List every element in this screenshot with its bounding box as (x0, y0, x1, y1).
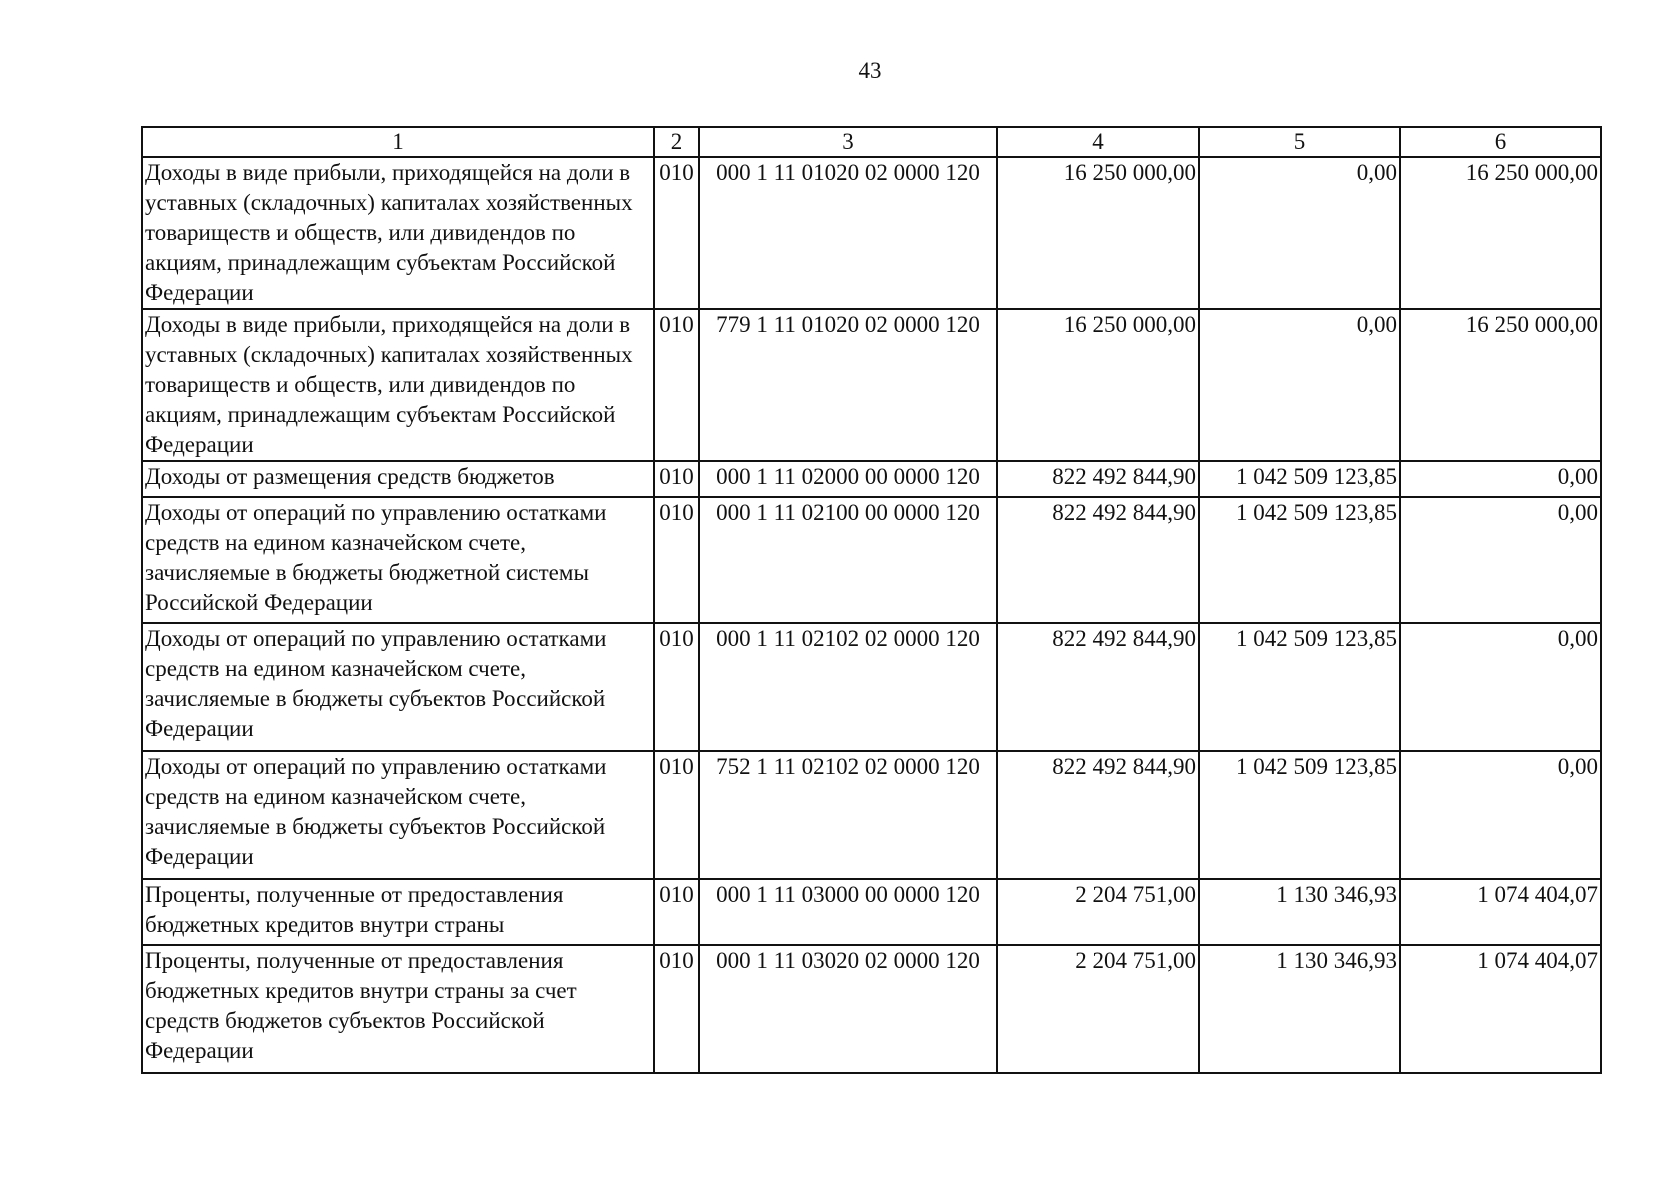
column-header-5: 5 (1199, 127, 1400, 157)
amount-col5-cell: 1 042 509 123,85 (1199, 461, 1400, 497)
amount-col5-cell: 1 042 509 123,85 (1199, 751, 1400, 879)
table-row (142, 309, 1601, 461)
amount-col6-cell: 0,00 (1400, 751, 1601, 879)
revenue-name-cell: Доходы от операций по управлению остатками средств на едином казначейском счете, зачисляемые в бюджеты субъектов Российской Федерации (142, 751, 654, 879)
budget-classification-code-cell: 000 1 11 02100 00 0000 120 (699, 497, 997, 623)
revenue-name-cell: Проценты, полученные от предоставления бюджетных кредитов внутри страны за счет средств бюджетов субъектов Российской Федерации (142, 945, 654, 1073)
amount-col4-cell: 2 204 751,00 (997, 879, 1199, 945)
revenue-name-cell: Доходы в виде прибыли, приходящейся на доли в уставных (складочных) капиталах хозяйственных товариществ и обществ, или дивидендов по акциям, принадлежащим субъектам Российской Федерации (142, 157, 654, 309)
budget-classification-code-cell: 000 1 11 02102 02 0000 120 (699, 623, 997, 751)
table-row (142, 157, 1601, 309)
amount-col4-cell: 822 492 844,90 (997, 461, 1199, 497)
amount-col5-cell: 0,00 (1199, 157, 1400, 309)
budget-classification-code-cell: 000 1 11 01020 02 0000 120 (699, 157, 997, 309)
revenue-name-cell: Доходы от размещения средств бюджетов (142, 461, 654, 497)
table-row (142, 497, 1601, 623)
column-header-6: 6 (1400, 127, 1601, 157)
column-number-header-row (142, 127, 1601, 157)
amount-col6-cell: 1 074 404,07 (1400, 945, 1601, 1073)
amount-col4-cell: 822 492 844,90 (997, 751, 1199, 879)
line-code-cell: 010 (654, 945, 699, 1073)
column-header-1: 1 (142, 127, 654, 157)
amount-col4-cell: 822 492 844,90 (997, 497, 1199, 623)
line-code-cell: 010 (654, 497, 699, 623)
line-code-cell: 010 (654, 309, 699, 461)
amount-col6-cell: 1 074 404,07 (1400, 879, 1601, 945)
budget-classification-code-cell: 000 1 11 03020 02 0000 120 (699, 945, 997, 1073)
page-number: 43 (858, 58, 882, 83)
line-code-cell: 010 (654, 751, 699, 879)
amount-col5-cell: 1 042 509 123,85 (1199, 623, 1400, 751)
budget-revenue-table (141, 126, 1602, 1074)
amount-col4-cell: 822 492 844,90 (997, 623, 1199, 751)
amount-col5-cell: 1 130 346,93 (1199, 879, 1400, 945)
line-code-cell: 010 (654, 879, 699, 945)
amount-col5-cell: 0,00 (1199, 309, 1400, 461)
amount-col6-cell: 0,00 (1400, 461, 1601, 497)
table-row (142, 461, 1601, 497)
amount-col5-cell: 1 130 346,93 (1199, 945, 1400, 1073)
table-row (142, 879, 1601, 945)
table-row (142, 945, 1601, 1073)
budget-classification-code-cell: 000 1 11 03000 00 0000 120 (699, 879, 997, 945)
amount-col5-cell: 1 042 509 123,85 (1199, 497, 1400, 623)
line-code-cell: 010 (654, 461, 699, 497)
column-header-3: 3 (699, 127, 997, 157)
budget-classification-code-cell: 000 1 11 02000 00 0000 120 (699, 461, 997, 497)
revenue-name-cell: Доходы от операций по управлению остатками средств на едином казначейском счете, зачисляемые в бюджеты субъектов Российской Федерации (142, 623, 654, 751)
column-header-4: 4 (997, 127, 1199, 157)
amount-col6-cell: 16 250 000,00 (1400, 157, 1601, 309)
amount-col6-cell: 0,00 (1400, 497, 1601, 623)
column-header-2: 2 (654, 127, 699, 157)
amount-col6-cell: 16 250 000,00 (1400, 309, 1601, 461)
amount-col6-cell: 0,00 (1400, 623, 1601, 751)
budget-classification-code-cell: 752 1 11 02102 02 0000 120 (699, 751, 997, 879)
revenue-name-cell: Доходы от операций по управлению остатками средств на едином казначейском счете, зачисляемые в бюджеты бюджетной системы Российской Федерации (142, 497, 654, 623)
amount-col4-cell: 16 250 000,00 (997, 157, 1199, 309)
table-row (142, 751, 1601, 879)
revenue-name-cell: Проценты, полученные от предоставления бюджетных кредитов внутри страны (142, 879, 654, 945)
revenue-name-cell: Доходы в виде прибыли, приходящейся на доли в уставных (складочных) капиталах хозяйственных товариществ и обществ, или дивидендов по акциям, принадлежащим субъектам Российской Федерации (142, 309, 654, 461)
amount-col4-cell: 16 250 000,00 (997, 309, 1199, 461)
amount-col4-cell: 2 204 751,00 (997, 945, 1199, 1073)
line-code-cell: 010 (654, 157, 699, 309)
line-code-cell: 010 (654, 623, 699, 751)
budget-classification-code-cell: 779 1 11 01020 02 0000 120 (699, 309, 997, 461)
table-row (142, 623, 1601, 751)
